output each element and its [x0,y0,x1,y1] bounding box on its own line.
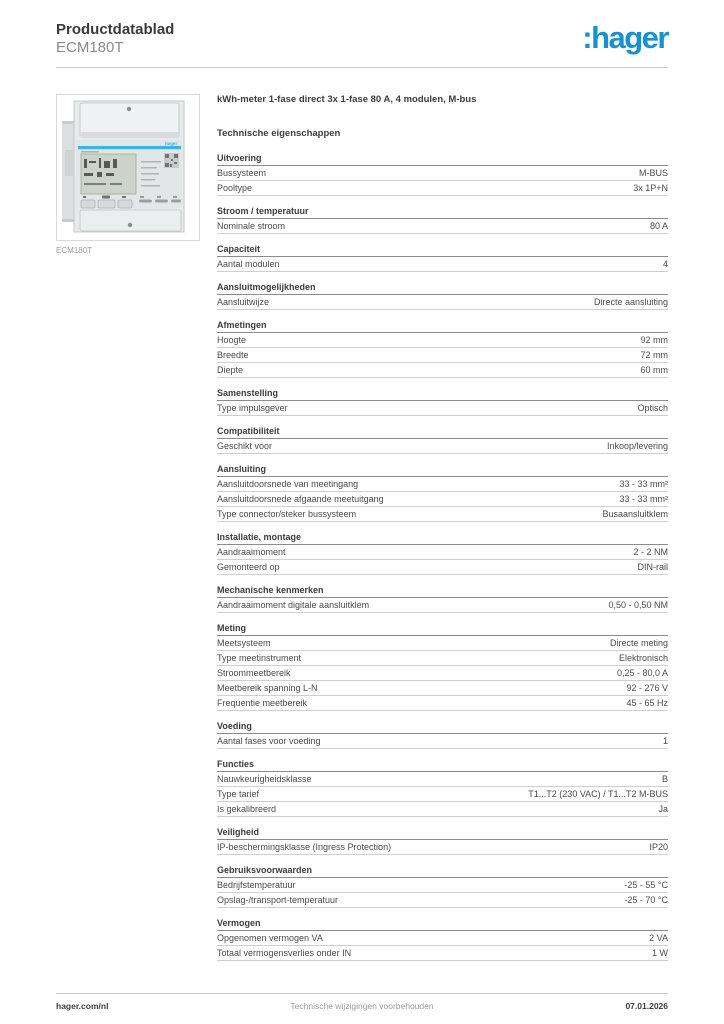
spec-row [217,893,668,908]
spec-row [217,734,668,749]
footer-disclaimer: Technische wijzigingen voorbehouden [290,1001,434,1011]
din-rail-side [62,121,75,222]
spec-value: B [661,774,668,784]
spec-label: Aandraaimoment digitale aansluitklem [217,600,370,610]
spec-section-title: Capaciteit [217,242,668,257]
spec-section-title: Samenstelling [217,386,668,401]
spec-label: Nominale stroom [217,221,286,231]
spec-section [217,386,668,416]
spec-label: Hoogte [217,335,247,345]
spec-section-title: Afmetingen [217,318,668,333]
spec-value: Ja [658,804,668,814]
spec-section [217,719,668,749]
spec-label: Aandraaimoment [217,547,286,557]
spec-section-title: Installatie, montage [217,530,668,545]
spec-row [217,348,668,363]
footer-date: 07.01.2026 [625,1001,668,1011]
spec-value: IP20 [649,842,668,852]
meter-brand-text: hager [165,141,178,146]
spec-value: 60 mm [640,365,668,375]
spec-section [217,424,668,454]
spec-value: 92 - 276 V [626,683,668,693]
spec-row [217,666,668,681]
spec-label: Gemonteerd op [217,562,280,572]
spec-label: Totaal vermogensverlies onder IN [217,948,352,958]
spec-row [217,560,668,575]
spec-value: 33 - 33 mm² [619,494,668,504]
spec-row [217,787,668,802]
cyan-stripe [78,146,181,149]
document-title: Productdatablad [56,21,175,38]
spec-label: Opslag-/transport-temperatuur [217,895,339,905]
spec-section-title: Mechanische kenmerken [217,583,668,598]
spec-label: Geschikt voor [217,441,273,451]
spec-row [217,696,668,711]
spec-section [217,530,668,575]
spec-value: 3x 1P+N [633,183,668,193]
spec-value: Elektronisch [618,653,668,663]
spec-section-title: Meting [217,621,668,636]
spec-section-title: Compatibiliteit [217,424,668,439]
spec-row [217,878,668,893]
spec-row [217,802,668,817]
spec-value: 45 - 65 Hz [626,698,668,708]
spec-row [217,477,668,492]
spec-row [217,333,668,348]
spec-label: Type impulsgever [217,403,288,413]
spec-label: Frequentie meetbereik [217,698,308,708]
spec-label: Pooltype [217,183,253,193]
spec-row [217,507,668,522]
spec-section-title: Veiligheid [217,825,668,840]
spec-row [217,363,668,378]
spec-value: DIN-rail [637,562,668,572]
spec-row [217,946,668,961]
spec-row [217,681,668,696]
page-footer [56,993,668,1011]
spec-section [217,916,668,961]
spec-value: 0,25 - 80,0 A [616,668,668,678]
spec-section [217,825,668,855]
spec-row [217,651,668,666]
spec-value: 92 mm [640,335,668,345]
spec-row [217,840,668,855]
spec-label: Aantal modulen [217,259,280,269]
product-image-frame [56,94,200,241]
spec-label: IP-beschermingsklasse (Ingress Protection) [217,842,392,852]
spec-row [217,545,668,560]
spec-label: Aansluitdoorsnede afgaande meetuitgang [217,494,384,504]
spec-value: Optisch [637,403,668,413]
spec-label: Type meetinstrument [217,653,302,663]
spec-label: Aansluitwijze [217,297,270,307]
spec-section-title: Stroom / temperatuur [217,204,668,219]
spec-section [217,318,668,378]
spec-row [217,257,668,272]
page-header [56,0,668,57]
spec-label: Stroommeetbereik [217,668,291,678]
spec-label: Type tarief [217,789,260,799]
spec-value: 1 [662,736,668,746]
spec-section [217,462,668,522]
hager-logo: :hager [582,20,668,55]
spec-value: 33 - 33 mm² [619,479,668,489]
bottom-screw [128,223,132,227]
spec-section-title: Voeding [217,719,668,734]
spec-section [217,280,668,310]
spec-row [217,401,668,416]
footer-website-link[interactable]: hager.com/nl [56,1001,109,1011]
spec-label: Bedrijfstemperatuur [217,880,296,890]
spec-label: Is gekalibreerd [217,804,277,814]
spec-row [217,772,668,787]
spec-sections [217,151,668,961]
spec-value: Busaansluitklem [602,509,668,519]
product-image-caption: ECM180T [56,246,93,255]
bottom-terminal-cover [80,210,181,231]
spec-label: Opgenomen vermogen VA [217,933,323,943]
spec-value: -25 - 70 °C [624,895,668,905]
spec-value: 1 W [651,948,668,958]
spec-row [217,931,668,946]
spec-label: Aansluitdoorsnede van meetingang [217,479,359,489]
spec-row [217,439,668,454]
main-content [56,94,668,961]
spec-section-title: Aansluitmogelijkheden [217,280,668,295]
spec-value: -25 - 55 °C [624,880,668,890]
spec-section [217,204,668,234]
spec-value: 72 mm [640,350,668,360]
spec-label: Nauwkeurigheidsklasse [217,774,312,784]
spec-section-title: Gebruiksvoorwaarden [217,863,668,878]
energy-meter-product-image [57,95,199,240]
spec-row [217,181,668,196]
spec-label: Diepte [217,365,244,375]
spec-row [217,166,668,181]
spec-row [217,598,668,613]
spec-value: 2 - 2 NM [633,547,668,557]
spec-value: 4 [662,259,668,269]
spec-label: Aantal fases voor voeding [217,736,321,746]
qr-code [164,153,179,168]
spec-value: 0,50 - 0,50 NM [608,600,668,610]
spec-label: Type connector/steker bussysteem [217,509,357,519]
spec-section [217,242,668,272]
product-image-column [56,94,200,961]
product-reference: ECM180T [56,39,124,56]
spec-value: 2 VA [649,933,668,943]
spec-section [217,151,668,196]
header-titles [56,21,174,57]
spec-row [217,492,668,507]
spec-row [217,636,668,651]
spec-section [217,757,668,817]
spec-label: Breedte [217,350,249,360]
spec-label: Meetsysteem [217,638,271,648]
product-description-title: kWh-meter 1-fase direct 3x 1-fase 80 A, 4 modulen, M-bus [217,94,477,105]
spec-row [217,295,668,310]
spec-section-title: Vermogen [217,916,668,931]
spec-section-title: Functies [217,757,668,772]
spec-value: 80 A [649,221,668,231]
spec-section-title: Aansluiting [217,462,668,477]
top-screw [127,107,131,111]
spec-value: Directe meting [609,638,668,648]
spec-section [217,583,668,613]
spec-value: M-BUS [639,168,668,178]
spec-value: T1...T2 (230 VAC) / T1...T2 M-BUS [528,789,668,799]
spec-value: Inkoop/levering [606,441,668,451]
spec-row [217,219,668,234]
technical-properties-heading: Technische eigenschappen [217,128,341,139]
header-divider [56,67,668,68]
specs-column [217,94,668,961]
spec-label: Meetbereik spanning L-N [217,683,318,693]
spec-section [217,863,668,908]
spec-section-title: Uitvoering [217,151,668,166]
lcd-display [81,154,136,194]
top-terminal-cover [80,103,179,137]
spec-label: Bussysteem [217,168,267,178]
spec-value: Directe aansluiting [593,297,668,307]
spec-section [217,621,668,711]
